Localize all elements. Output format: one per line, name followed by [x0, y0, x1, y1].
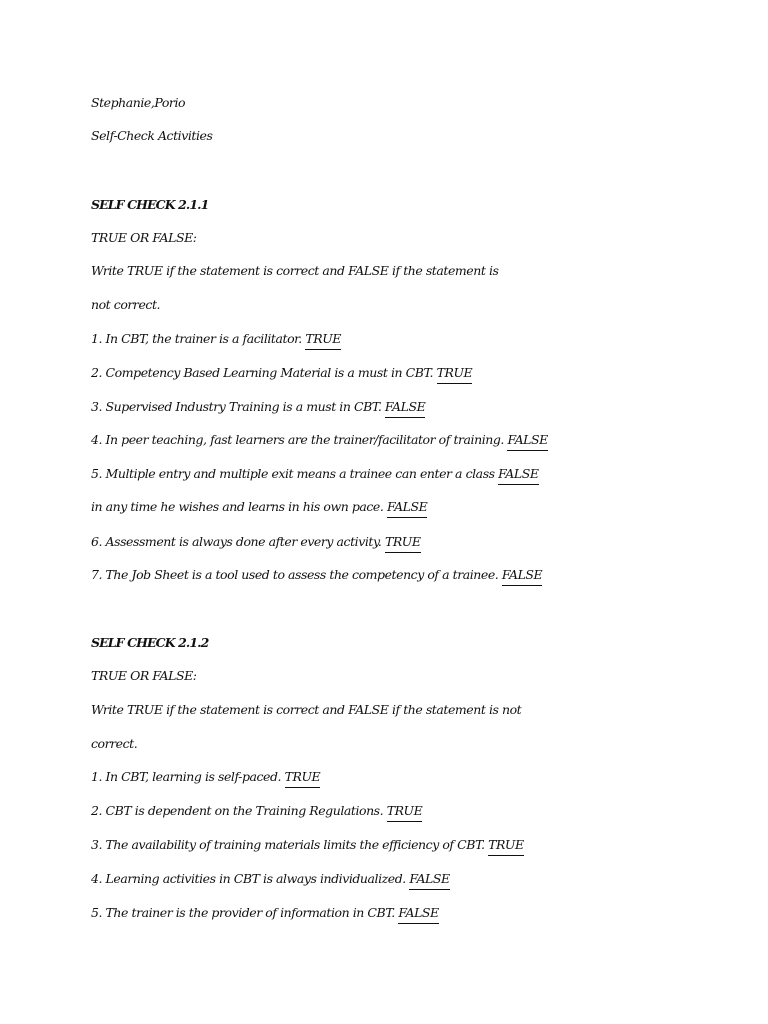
- author-name: Stephanie,Porio: [91, 95, 186, 110]
- question-item: [91, 331, 341, 350]
- question-text: 4. Learning activities in CBT is always individualized.: [91, 871, 406, 886]
- question-text: 1. In CBT, learning is self-paced.: [91, 769, 282, 784]
- instruction-text: correct.: [91, 736, 138, 751]
- question-text: 7. The Job Sheet is a tool used to assess the competency of a trainee.: [91, 567, 499, 582]
- answer-value: FALSE: [398, 906, 438, 924]
- question-item: [91, 905, 439, 924]
- question-item: [91, 534, 421, 553]
- question-text: 2. Competency Based Learning Material is a must in CBT.: [91, 365, 434, 380]
- question-text: 3. The availability of training materials limits the efficiency of CBT.: [91, 837, 485, 852]
- question-item: [91, 466, 539, 485]
- answer-value: TRUE: [305, 332, 341, 350]
- answer-value: FALSE: [498, 467, 538, 485]
- question-text: 3. Supervised Industry Training is a must in CBT.: [91, 399, 382, 414]
- question-item: [91, 803, 422, 822]
- question-item: [91, 399, 425, 418]
- question-text: 1. In CBT, the trainer is a facilitator.: [91, 331, 302, 346]
- question-item: [91, 871, 450, 890]
- question-item: [91, 365, 472, 384]
- section-heading: SELF CHECK 2.1.2: [91, 635, 209, 650]
- answer-value: TRUE: [285, 770, 321, 788]
- instruction-title: TRUE OR FALSE:: [91, 668, 197, 683]
- question-text: 6. Assessment is always done after every activity.: [91, 534, 382, 549]
- answer-value: TRUE: [488, 838, 524, 856]
- answer-value: FALSE: [387, 500, 427, 518]
- question-item: [91, 499, 427, 518]
- answer-value: FALSE: [507, 433, 547, 451]
- question-text: 4. In peer teaching, fast learners are the trainer/facilitator of training.: [91, 432, 504, 447]
- question-text: 5. The trainer is the provider of information in CBT.: [91, 905, 395, 920]
- instruction-text: Write TRUE if the statement is correct and FALSE if the statement is not: [91, 702, 522, 717]
- instruction-text: Write TRUE if the statement is correct and FALSE if the statement is: [91, 263, 499, 278]
- section-heading: SELF CHECK 2.1.1: [91, 197, 209, 212]
- document-title: Self-Check Activities: [91, 128, 213, 143]
- answer-value: FALSE: [385, 400, 425, 418]
- question-text: 5. Multiple entry and multiple exit means a trainee can enter a class: [91, 466, 495, 481]
- answer-value: TRUE: [437, 366, 473, 384]
- document-page: [91, 0, 731, 1024]
- instruction-title: TRUE OR FALSE:: [91, 230, 197, 245]
- question-text: 2. CBT is dependent on the Training Regulations.: [91, 803, 384, 818]
- question-text: in any time he wishes and learns in his own pace.: [91, 499, 384, 514]
- answer-value: FALSE: [409, 872, 449, 890]
- question-item: [91, 567, 542, 586]
- instruction-text: not correct.: [91, 297, 161, 312]
- question-item: [91, 837, 524, 856]
- answer-value: FALSE: [502, 568, 542, 586]
- question-item: [91, 432, 548, 451]
- answer-value: TRUE: [385, 535, 421, 553]
- question-item: [91, 769, 320, 788]
- answer-value: TRUE: [387, 804, 423, 822]
